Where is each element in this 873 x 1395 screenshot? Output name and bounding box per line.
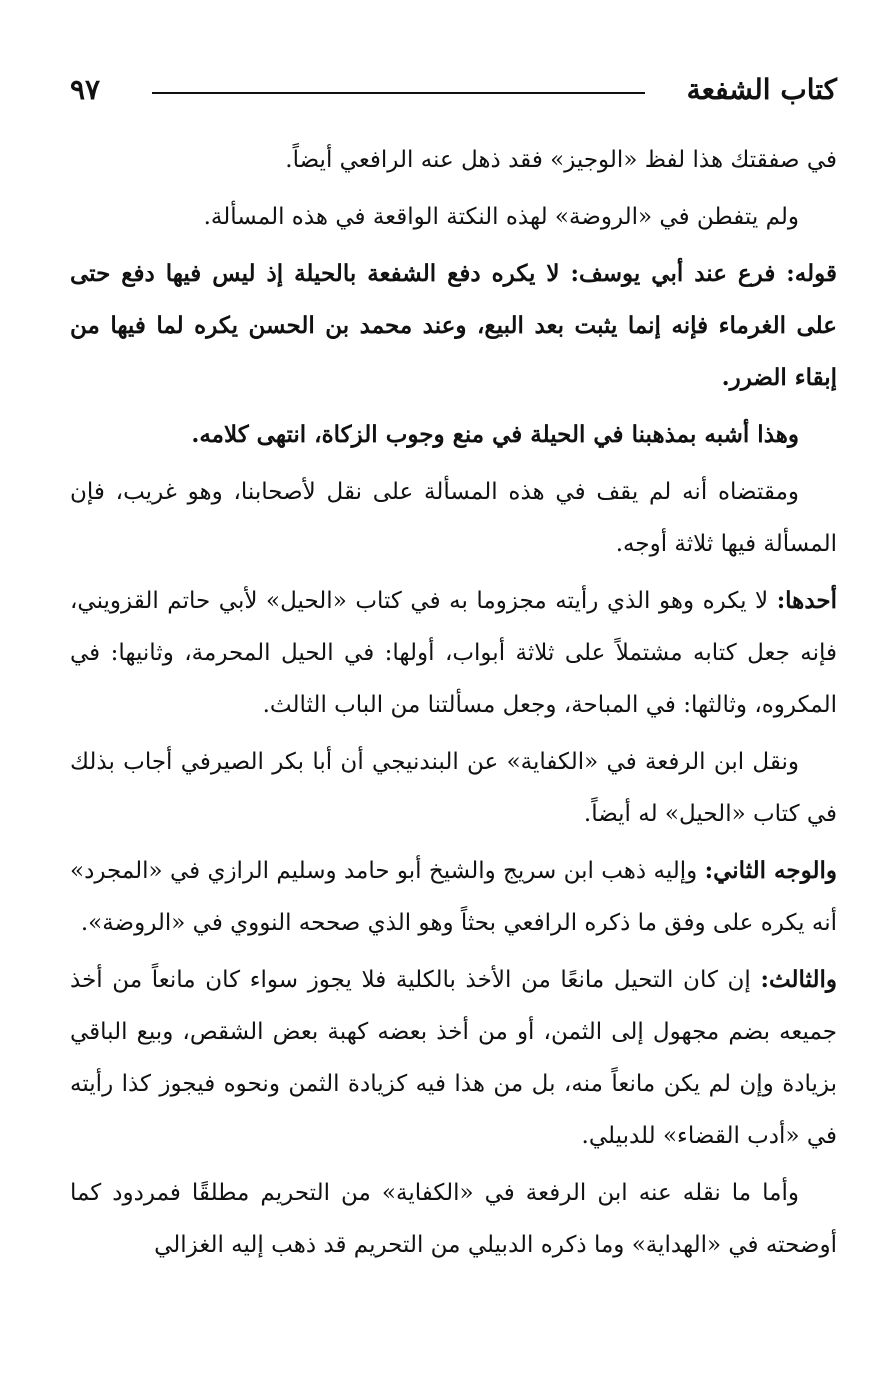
paragraph-text: لا يكره وهو الذي رأيته مجزوما به في كتاب «الحيل» لأبي حاتم القزويني، فإنه جعل كتابه مشتملاً على ثلاثة أبواب، أولها: في الحيل المحرمة، وثانيها: في المكروه، وثالثها: في المباحة، وجعل مسألتنا من الباب الثالث. — [70, 588, 837, 718]
paragraph-text: وإليه ذهب ابن سريج والشيخ أبو حامد وسليم الرازي في «المجرد» أنه يكره على وفق ما ذكره الرافعي بحثاً وهو الذي صححه النووي في «الروضة». — [70, 858, 837, 936]
page-body — [70, 134, 837, 1271]
running-title: كتاب الشفعة — [686, 73, 837, 106]
paragraph-lead: والوجه الثاني: — [704, 857, 837, 884]
paragraph-text: في صفقتك هذا لفظ «الوجيز» فقد ذهل عنه الرافعي أيضاً. — [285, 147, 837, 173]
page-header — [70, 62, 837, 118]
paragraph-second-view — [70, 845, 837, 949]
quoted-passage — [70, 248, 837, 404]
paragraph-lead: أحدها: — [776, 587, 837, 614]
paragraph-text: قوله: فرع عند أبي يوسف: لا يكره دفع الشفعة بالحيلة إذ ليس فيها دفع حتى على الغرماء فإنه إنما يثبت بعد البيع، وعند محمد بن الحسن يكره لما فيها من إبقاء الضرر. — [70, 260, 837, 391]
paragraph-first-view — [70, 575, 837, 731]
paragraph-text: وأما ما نقله عنه ابن الرفعة في «الكفاية» من التحريم مطلقًا فمردود كما أوضحته في «الهداية» وما ذكره الدبيلي من التحريم قد ذهب إليه الغزالي — [70, 1180, 837, 1258]
quoted-passage-end — [70, 409, 837, 461]
paragraph-text: ولم يتفطن في «الروضة» لهذه النكتة الواقعة في هذه المسألة. — [203, 204, 799, 230]
paragraph-third-view — [70, 954, 837, 1162]
paragraph-text: ومقتضاه أنه لم يقف في هذه المسألة على نقل لأصحابنا، وهو غريب، فإن المسألة فيها ثلاثة أوجه. — [70, 479, 837, 557]
paragraph-text: إن كان التحيل مانعًا من الأخذ بالكلية فلا يجوز سواء كان مانعاً من أخذ جميعه بضم مجهول إلى الثمن، أو من أخذ بعضه كهبة بعض الشقص، وبيع الباقي بزيادة وإن لم يكن مانعاً منه، بل من هذا فيه كزيادة الثمن ونحوه فيجوز كذا رأيته في «أدب القضاء» للدبيلي. — [70, 967, 837, 1149]
page-number: ٩٧ — [70, 73, 101, 106]
paragraph-1 — [70, 134, 837, 186]
paragraph-2 — [70, 191, 837, 243]
paragraph-lead: والثالث: — [760, 966, 838, 993]
paragraph-text: ونقل ابن الرفعة في «الكفاية» عن البندنيجي أن أبا بكر الصيرفي أجاب بذلك في كتاب «الحيل» له أيضاً. — [70, 749, 837, 827]
paragraph-5 — [70, 466, 837, 570]
header-rule — [152, 92, 645, 94]
paragraph-7 — [70, 736, 837, 840]
paragraph-10 — [70, 1167, 837, 1271]
paragraph-text: وهذا أشبه بمذهبنا في الحيلة في منع وجوب الزكاة، انتهى كلامه. — [191, 421, 799, 448]
